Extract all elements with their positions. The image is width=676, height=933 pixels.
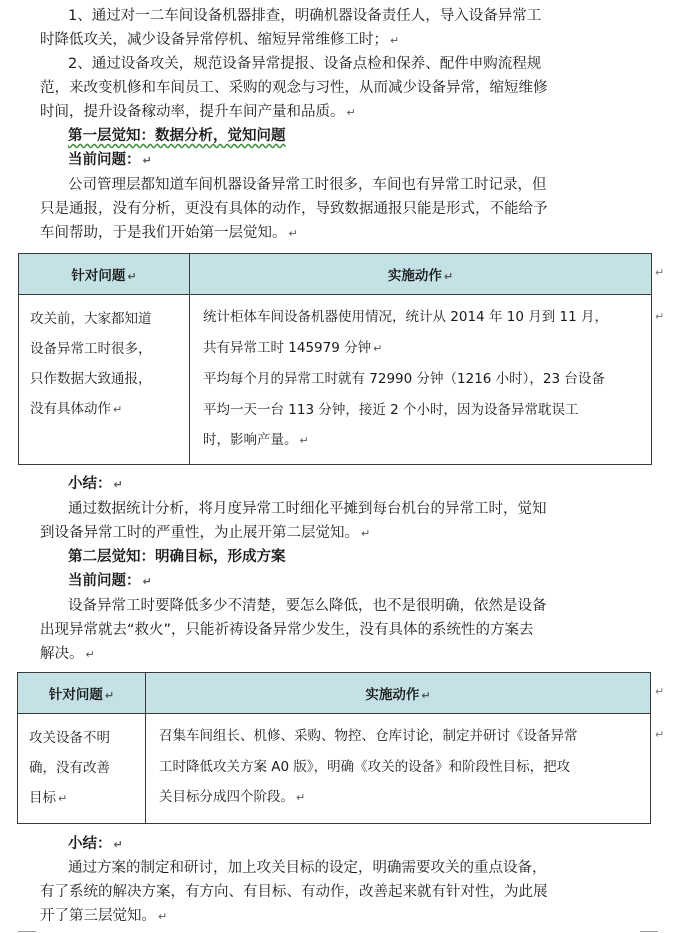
section-2-problem-line-1: 设备异常工时要降低多少不清楚，要怎么降低，也不是很明确，依然是设备 — [68, 598, 547, 614]
action-line: 召集车间组长、机修、采购、物控、仓库讨论，制定并研讨《设备异常 — [159, 728, 578, 744]
action-line: 时，影响产量。 ↵ — [203, 432, 309, 448]
table-header-action: 实施动作 ↵ — [190, 254, 652, 295]
section-1-table — [18, 253, 652, 465]
action-line: 工时降低攻关方案 A0 版》，明确《攻关的设备》和阶段性目标，把攻 — [159, 758, 571, 775]
row-end-mark-icon: ↵ — [655, 685, 665, 698]
crop-mark — [18, 931, 36, 932]
row-end-mark-icon: ↵ — [655, 266, 665, 279]
row-end-mark-icon: ↵ — [655, 728, 665, 741]
section-1-problem-line-2: 只是通报，没有分析，更没有具体的动作，导致数据通报只能是形式，不能给予 — [40, 201, 548, 217]
section-2-problem-line-3: 解决。 ↵ — [40, 646, 95, 662]
table-header-issue: 针对问题 ↵ — [18, 673, 146, 714]
section-2-problem-label: 当前问题： ↵ — [68, 573, 152, 589]
action-line: 平均每个月的异常工时就有 72990 分钟（1216 小时），23 台设备 — [203, 371, 605, 387]
table-header-issue: 针对问题 ↵ — [19, 254, 190, 295]
section-2-summary-label: 小结： ↵ — [68, 836, 123, 852]
action-line: 平均一天一台 113 分钟，接近 2 个小时，因为设备异常耽误工 — [203, 401, 579, 418]
paragraph-mark-icon: ↵ — [288, 227, 298, 240]
section-1-summary-line-1: 通过数据统计分析，将月度异常工时细化平摊到每台机台的异常工时，觉知 — [68, 501, 547, 517]
section-1-problem-line-1: 公司管理层都知道车间机器设备异常工时很多，车间也有异常工时记录，但 — [68, 177, 547, 193]
section-1-summary-line-2: 到设备异常工时的严重性，为止展开第二层觉知。 ↵ — [40, 525, 371, 541]
table-header-action: 实施动作 ↵ — [146, 673, 651, 714]
issue-line: 攻关前，大家都知道 — [30, 311, 152, 327]
para-1-line-1: 1、通过对一二车间设备机器排查，明确机器设备责任人，导入设备异常工 — [68, 8, 542, 24]
para-2-line-1: 2、通过设备攻关，规范设备异常提报、设备点检和保养、配件申购流程规 — [68, 56, 542, 72]
table-cell-action — [190, 295, 652, 465]
issue-line: 没有具体动作 ↵ — [30, 401, 123, 417]
section-1-summary-label: 小结： ↵ — [68, 476, 123, 492]
para-1-line-2: 时降低攻关，减少设备异常停机、缩短异常维修工时； ↵ — [40, 32, 400, 48]
paragraph-mark-icon: ↵ — [346, 106, 356, 119]
action-line: 关目标分成四个阶段。 ↵ — [159, 789, 306, 805]
issue-line: 攻关设备不明 — [29, 730, 110, 746]
issue-line: 设备异常工时很多， — [30, 341, 152, 357]
action-line: 共有异常工时 145979 分钟 ↵ — [203, 339, 383, 356]
para-2-line-2: 范，来改变机修和车间员工、采购的观念与习性，从而减少设备异常，缩短维修 — [40, 80, 548, 96]
action-line: 统计柜体车间设备机器使用情况，统计从 2014 年 10 月到 11 月， — [203, 309, 608, 325]
section-2-summary-line-1: 通过方案的制定和研讨，加上攻关目标的设定，明确需要攻关的重点设备， — [68, 860, 547, 876]
table-cell-issue — [18, 714, 146, 824]
issue-line: 确，没有改善 — [29, 760, 110, 776]
row-end-mark-icon: ↵ — [655, 310, 665, 323]
section-1-problem-label: 当前问题： ↵ — [68, 152, 152, 168]
crop-mark — [640, 931, 658, 932]
paragraph-mark-icon: ↵ — [390, 34, 400, 47]
section-2-problem-line-2: 出现异常就去“救火”，只能祈祷设备异常少发生，没有具体的系统性的方案去 — [40, 622, 534, 638]
section-2-summary-line-2: 有了系统的解决方案，有方向、有目标、有动作，改善起来就有针对性，为此展 — [40, 884, 548, 900]
section-2-heading: 第二层觉知：明确目标，形成方案 — [68, 549, 286, 565]
para-2-line-3: 时间，提升设备稼动率，提升车间产量和品质。 ↵ — [40, 104, 356, 120]
table-cell-action — [146, 714, 651, 824]
issue-line: 目标 ↵ — [29, 790, 68, 806]
issue-line: 只作数据大致通报， — [30, 371, 152, 387]
section-1-heading: 第一层觉知：数据分析，觉知问题 — [68, 128, 286, 144]
section-2-table — [17, 672, 651, 824]
table-cell-issue — [19, 295, 190, 465]
section-2-summary-line-3: 开了第三层觉知。 ↵ — [40, 908, 168, 924]
paragraph-mark-icon: ↵ — [142, 154, 152, 167]
section-1-problem-line-3: 车间帮助，于是我们开始第一层觉知。 ↵ — [40, 225, 298, 241]
